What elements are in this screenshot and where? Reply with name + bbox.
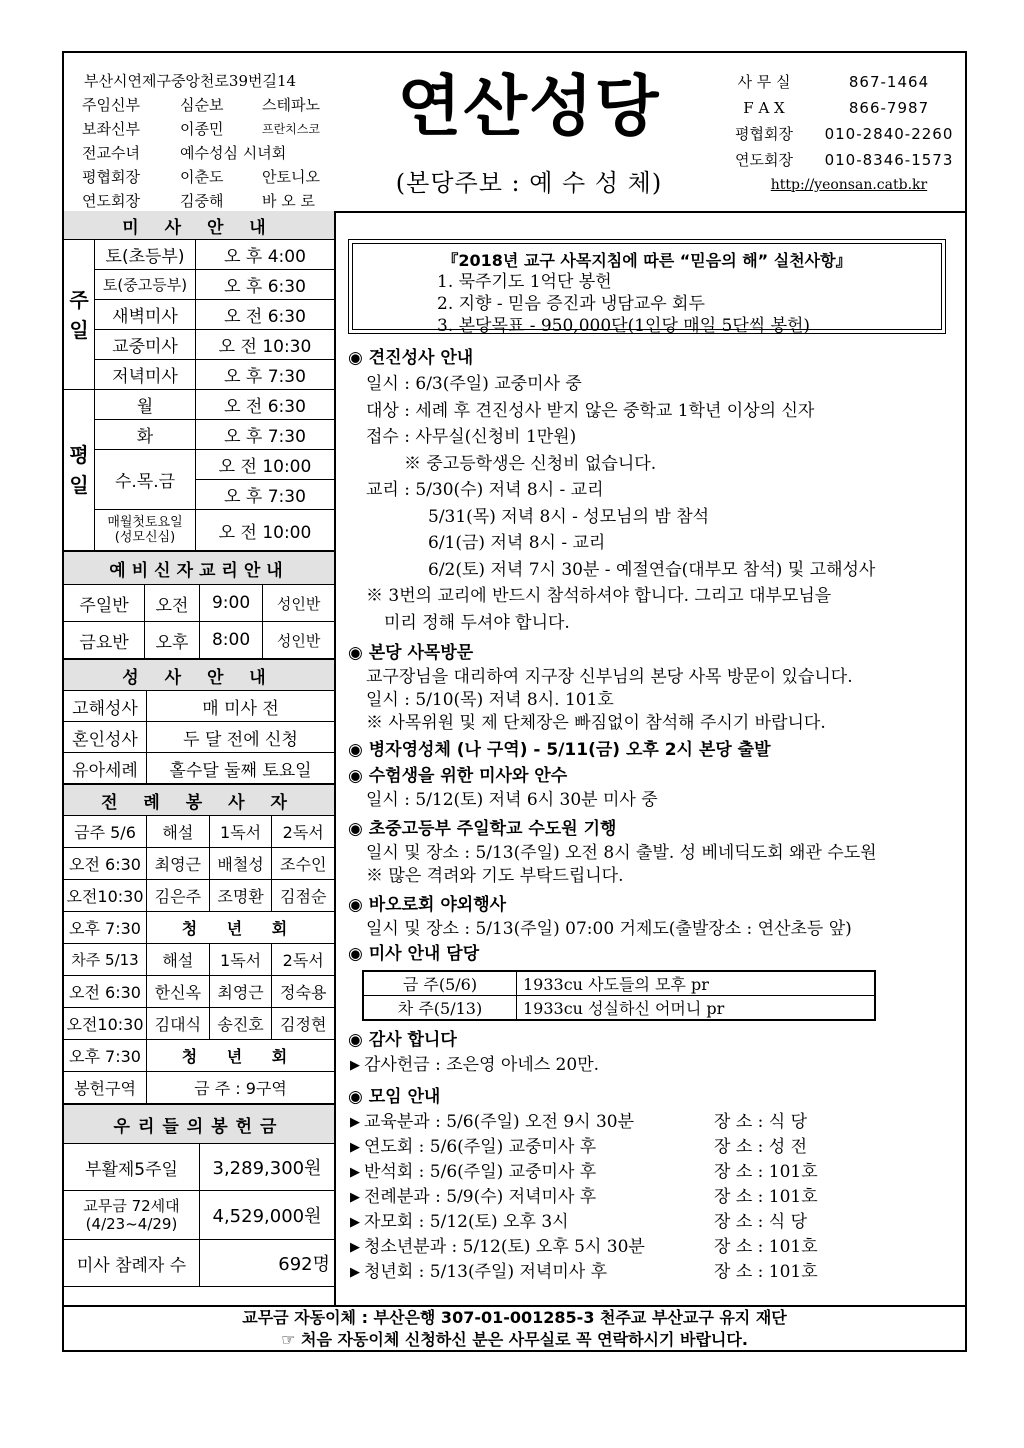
- list-item: ▶ 자모회 : 5/12(토) 오후 3시 장 소 : 식 당: [348, 1210, 958, 1235]
- table-row: 화 오 후 7:30: [64, 420, 334, 450]
- parish-info: [82, 69, 320, 213]
- section-title: ◉ 견진성사 안내: [348, 348, 474, 368]
- table-row: 봉헌구역 금 주 : 9구역: [64, 1072, 334, 1104]
- triangle-bullet-icon: ▶: [350, 1165, 360, 1180]
- contact-row: 평협회장 010-2840-2260: [735, 125, 954, 143]
- address: 부산시연제구중앙천로39번길14: [84, 72, 297, 90]
- bulletin-page: [62, 51, 967, 1352]
- section-title: ◉ 감사 합니다: [348, 1030, 457, 1050]
- triangle-bullet-icon: ▶: [350, 1115, 360, 1130]
- bulletin-subtitle: (본당주보 : 예 수 성 체): [395, 169, 663, 197]
- weekday-label: 평일: [64, 390, 95, 551]
- table-row: 오전 6:30 한신옥 최영근 정숙용: [64, 976, 334, 1008]
- section-title: ◉ 바오로회 야외행사: [348, 895, 507, 915]
- bank-transfer-info: 교무금 자동이체 : 부산은행 307-01-001285-3 천주교 부산교구 유지 재단: [242, 1308, 787, 1327]
- offerings-title: 우리들의봉헌금: [64, 1104, 334, 1144]
- table-row: 주일 토(초등부) 오 후 4:00: [64, 240, 334, 270]
- section-title: ◉ 초중고등부 주일학교 수도원 기행: [348, 819, 617, 839]
- contacts: [714, 69, 964, 173]
- list-item: ▶ 청소년분과 : 5/12(토) 오후 5시 30분 장 소 : 101호: [348, 1235, 958, 1260]
- footer: [64, 1305, 965, 1352]
- table-row: 차 주(5/13) 1933cu 성실하신 어머니 pr: [363, 996, 875, 1021]
- table-row: 오후 7:30 청 년 회: [64, 912, 334, 944]
- table-row: 토(중고등부) 오 후 6:30: [64, 270, 334, 300]
- mass-table: [64, 240, 334, 551]
- list-item: ▶ 청년회 : 5/13(주일) 저녁미사 후 장 소 : 101호: [348, 1260, 958, 1285]
- table-row: 차주 5/13 해설 1독서 2독서: [64, 944, 334, 976]
- catechumen-table: [64, 585, 334, 659]
- main-content: [336, 211, 965, 1305]
- triangle-bullet-icon: ▶: [350, 1190, 360, 1205]
- table-row: 주일반 오전 9:00 성인반: [64, 585, 334, 622]
- contact-row: 사 무 실 867-1464: [737, 73, 930, 91]
- left-sidebar: [64, 211, 336, 1305]
- section-title: ◉ 수험생을 위한 미사와 안수: [348, 766, 568, 786]
- list-item: ▶ 전례분과 : 5/9(수) 저녁미사 후 장 소 : 101호: [348, 1185, 958, 1210]
- website-link[interactable]: http://yeonsan.catb.kr: [770, 177, 928, 193]
- triangle-bullet-icon: ▶: [350, 1058, 360, 1073]
- liturgy-title: 전 례 봉 사 자: [64, 784, 334, 816]
- header: [64, 53, 965, 213]
- list-item: ▶ 연도회 : 5/6(주일) 교중미사 후 장 소 : 성 전: [348, 1135, 958, 1160]
- table-row: 새벽미사 오 전 6:30: [64, 300, 334, 330]
- list-item: ▶ 반석회 : 5/6(주일) 교중미사 후 장 소 : 101호: [348, 1160, 958, 1185]
- staff-row: 보좌신부 이종민 프란치스코: [82, 120, 320, 138]
- table-row: 미사 참례자 수 692명: [64, 1240, 334, 1287]
- liturgy-table: [64, 816, 334, 1104]
- section-title: ◉ 본당 사목방문: [348, 643, 474, 663]
- table-row: 금 주(5/6) 1933cu 사도들의 모후 pr: [363, 971, 875, 996]
- sacrament-table: [64, 691, 334, 784]
- triangle-bullet-icon: ▶: [350, 1265, 360, 1280]
- table-row: 금요반 오후 8:00 성인반: [64, 622, 334, 659]
- announcements: ◉ 견진성사 안내 일시 : 6/3(주일) 교중미사 중 대상 : 세례 후 견진성사 받지 않은 중학교 1학년 이상의 신자 접수 : 사무실(신청비 1만원) ※ 중고등학생은 신청비 없습니다. 교리 : 5/30(수) 저녁 8시 - 교리 5/31(목) 저녁 8시 - 성모님의 밤 참석 6/1(금) 저녁 8시 - 교리 6/2(토) 저녁 7시 30분 - 예절연습(대부모 참석) 및 고해성사 ※ 3번의 교리에 반드시 참석하셔야 합니다. 그리고 대부모님을 미리 정해 두셔야 합니다. ◉ 본당 사목방문 교구장님을 대리하여 지구장 신부님의 본당 사목 방문이 있습니다. 일시 : 5/10(목) 저녁 8시. 101호 ※ 사목위원 및 제 단체장은 빠짐없이 참석해 주시기 바랍니다. ◉ 병자영성체 (나 구역) - 5/11(금) 오후 2시 본당 출발 ◉ 수험생을 위한 미사와 안수 일시 : 5/12(토) 저녁 6시 30분 미사 중 ◉ 초중고등부 주일학교 수도원 기행 일시 및 장소 : 5/13(주일) 오전 8시 출발. 성 베네딕도회 왜관 수도원 ※ 많은 격려와 기도 부탁드립니다. ◉ 바오로회 야외행사 일시 및 장소 : 5/13(주일) 07:00 거제도(출발장소 : 연산초등 앞) ◉ 미사 안내 담당 금 주(5/6) 1933cu 사도들의 모후 pr 차 주(5/13) 1933cu 성실하신 어머니 pr ◉ 감사 합니다 ▶ 감사헌금 : 조은영 아네스 20만. ◉ 모임 안내 ▶ 교육분과 : 5/6(주일) 오전 9시 30분 장 소 : 식 당 ▶ 연도회 : 5/6(주일) 교중미사 후 장 소 : 성 전 ▶ 반석회 : 5/6(주일) 교중미사 후 장 소 : 101호 ▶ 전례분과 : 5/9(수) 저녁미사 후 장 소 : 101호 ▶ 자모회 : 5/12(토) 오후 3시 장 소 : 식 당 ▶ 청소년분과 : 5/12(토) 오후 5시 30분 장 소 : 101호 ▶ 청년회 : 5/13(주일) 저녁미사 후 장 소 : 101호: [348, 345, 958, 1285]
- table-row: 금주 5/6 해설 1독서 2독서: [64, 816, 334, 848]
- contact-row: 연도회장 010-8346-1573: [735, 151, 954, 169]
- notice-item: 1. 묵주기도 1억단 봉헌: [437, 272, 612, 292]
- table-row: 오전10:30 김대식 송진호 김정현: [64, 1008, 334, 1040]
- table-row: 유아세례 홀수달 둘째 토요일: [64, 753, 334, 784]
- catechumen-title: 예비신자교리안내: [64, 551, 334, 585]
- table-row: 오 후 7:30: [64, 480, 334, 510]
- staff-row: 연도회장 김중해 바 오 로: [82, 192, 316, 210]
- table-row: 혼인성사 두 달 전에 신청: [64, 722, 334, 753]
- table-row: 교무금 72세대 (4/23~4/29) 4,529,000원: [64, 1191, 334, 1240]
- list-item: ▶ 감사헌금 : 조은영 아네스 20만.: [348, 1053, 958, 1078]
- table-row: 매월첫토요일 (성모신심) 오 전 10:00: [64, 510, 334, 551]
- sacrament-title: 성 사 안 내: [64, 659, 334, 691]
- triangle-bullet-icon: ▶: [350, 1140, 360, 1155]
- notice-item: 2. 지향 - 믿음 증진과 냉담교우 회두: [437, 294, 705, 314]
- staff-row: 전교수녀 예수성심 시녀회: [82, 144, 287, 162]
- table-row: 저녁미사 오 후 7:30: [64, 360, 334, 390]
- staff-row: 주임신부 심순보 스테파노: [82, 96, 320, 114]
- contact-row: F A X 866-7987: [743, 99, 930, 117]
- triangle-bullet-icon: ▶: [350, 1215, 360, 1230]
- table-row: 오전 6:30 최영근 배철성 조수인: [64, 848, 334, 880]
- triangle-bullet-icon: ▶: [350, 1240, 360, 1255]
- table-row: 오후 7:30 청 년 회: [64, 1040, 334, 1072]
- table-row: 오전10:30 김은주 조명환 김점순: [64, 880, 334, 912]
- list-item: ▶ 교육분과 : 5/6(주일) 오전 9시 30분 장 소 : 식 당: [348, 1110, 958, 1135]
- pastoral-notice-box: [348, 239, 946, 334]
- section-title: ◉ 병자영성체 (나 구역) - 5/11(금) 오후 2시 본당 출발: [348, 740, 771, 760]
- parish-title: 연산성당: [397, 68, 661, 145]
- section-title: ◉ 모임 안내: [348, 1087, 441, 1107]
- staff-row: 평협회장 이춘도 안토니오: [82, 168, 320, 186]
- notice-title: 『2018년 교구 사목지침에 따른 “믿음의 해” 실천사항』: [442, 251, 852, 270]
- transfer-notice: ☞ 처음 자동이체 신청하신 분은 사무실로 꼭 연락하시기 바랍니다.: [281, 1330, 748, 1349]
- offerings-table: [64, 1144, 334, 1287]
- table-row: 교중미사 오 전 10:30: [64, 330, 334, 360]
- table-row: 수.목.금 오 전 10:00: [64, 450, 334, 480]
- mass-title: 미 사 안 내: [64, 211, 334, 240]
- sunday-label: 주일: [64, 240, 95, 390]
- table-row: 부활제5주일 3,289,300원: [64, 1144, 334, 1191]
- mass-guide-table: [362, 970, 876, 1021]
- table-row: 고해성사 매 미사 전: [64, 691, 334, 722]
- notice-item: 3. 본당목표 - 950,000단(1인당 매일 5단씩 봉헌): [437, 316, 811, 336]
- section-title: ◉ 미사 안내 담당: [348, 944, 480, 964]
- table-row: 평일 월 오 전 6:30: [64, 390, 334, 420]
